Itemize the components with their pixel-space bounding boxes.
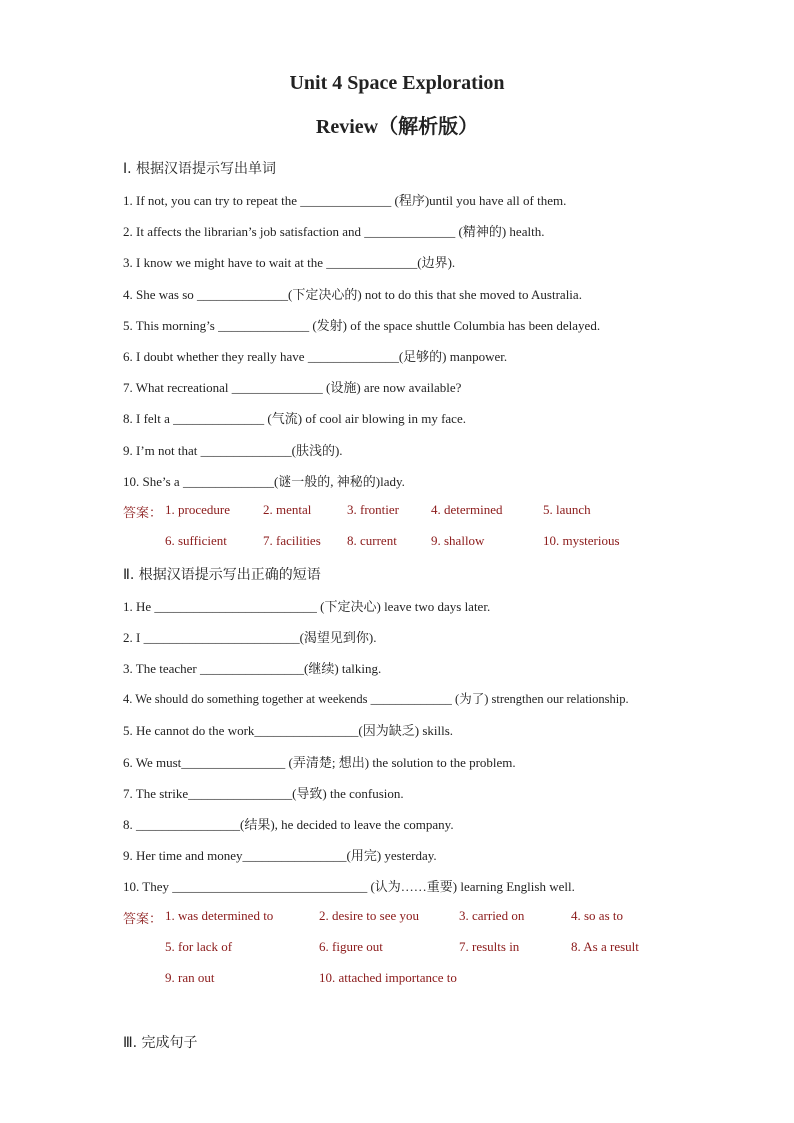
exercise-item: 3. I know we might have to wait at the ______________(边界). bbox=[123, 255, 456, 270]
document-subtitle: Review（解析版） bbox=[315, 116, 479, 138]
answer-item: 1. was determined to bbox=[165, 908, 274, 923]
answer-item: 6. figure out bbox=[319, 939, 383, 954]
section3-heading: Ⅲ. 完成句子 bbox=[123, 1035, 198, 1051]
answer-item: 8. As a result bbox=[571, 939, 639, 954]
exercise-item: 4. She was so ______________(下定决心的) not to do this that she moved to Australia. bbox=[123, 287, 582, 302]
exercise-item: 5. This morning’s ______________ (发射) of the space shuttle Columbia has been delayed. bbox=[123, 318, 601, 333]
section2-heading: Ⅱ. 根据汉语提示写出正确的短语 bbox=[123, 567, 321, 583]
exercise-item: 8. I felt a ______________ (气流) of cool air blowing in my face. bbox=[123, 411, 466, 426]
exercise-item: 6. I doubt whether they really have ______________(足够的) manpower. bbox=[123, 349, 508, 364]
section1-heading: Ⅰ. 根据汉语提示写出单词 bbox=[123, 161, 277, 177]
answer-item: 9. shallow bbox=[431, 533, 485, 548]
answer-item: 3. carried on bbox=[459, 908, 525, 923]
exercise-item: 9. Her time and money________________(用完) yesterday. bbox=[123, 848, 437, 863]
answer-item: 7. results in bbox=[459, 939, 520, 954]
exercise-item: 3. The teacher ________________(继续) talking. bbox=[123, 661, 382, 676]
answer-item: 4. determined bbox=[431, 502, 503, 517]
exercise-item: 10. She’s a ______________(谜一般的, 神秘的)lady. bbox=[123, 474, 405, 489]
exercise-item: 4. We should do something together at weekends _____________ (为了) strengthen our relationship. bbox=[123, 692, 629, 706]
exercise-item: 10. They ______________________________ (认为……重要) learning English well. bbox=[123, 879, 575, 894]
document-title: Unit 4 Space Exploration bbox=[289, 72, 505, 94]
exercise-item: 6. We must________________ (弄清楚; 想出) the solution to the problem. bbox=[123, 755, 516, 770]
exercise-item: 2. It affects the librarian’s job satisfaction and ______________ (精神的) health. bbox=[123, 224, 545, 239]
answer-label: 答案： bbox=[123, 506, 163, 521]
answer-item: 3. frontier bbox=[347, 502, 399, 517]
exercise-item: 7. What recreational ______________ (设施) are now available? bbox=[123, 380, 462, 395]
exercise-item: 7. The strike________________(导致) the confusion. bbox=[123, 786, 404, 801]
answer-item: 5. for lack of bbox=[165, 939, 233, 954]
exercise-item: 5. He cannot do the work________________(因为缺乏) skills. bbox=[123, 723, 454, 738]
answer-item: 5. launch bbox=[543, 502, 591, 517]
exercise-item: 1. He _________________________ (下定决心) leave two days later. bbox=[123, 599, 491, 614]
exercise-item: 8. ________________(结果), he decided to leave the company. bbox=[123, 817, 454, 832]
answer-item: 2. desire to see you bbox=[319, 908, 420, 923]
answer-item: 1. procedure bbox=[165, 502, 230, 517]
answer-item: 10. attached importance to bbox=[319, 970, 457, 985]
answer-label: 答案： bbox=[123, 912, 163, 927]
exercise-item: 9. I’m not that ______________(肤浅的). bbox=[123, 443, 343, 458]
answer-item: 10. mysterious bbox=[543, 533, 620, 548]
answer-item: 8. current bbox=[347, 533, 397, 548]
exercise-item: 2. I ________________________(渴望见到你). bbox=[123, 630, 377, 645]
exercise-item: 1. If not, you can try to repeat the ______________ (程序)until you have all of them. bbox=[123, 193, 567, 208]
answer-item: 7. facilities bbox=[263, 533, 321, 548]
answer-item: 2. mental bbox=[263, 502, 312, 517]
answer-item: 6. sufficient bbox=[165, 533, 227, 548]
answer-item: 4. so as to bbox=[571, 908, 623, 923]
answer-item: 9. ran out bbox=[165, 970, 215, 985]
